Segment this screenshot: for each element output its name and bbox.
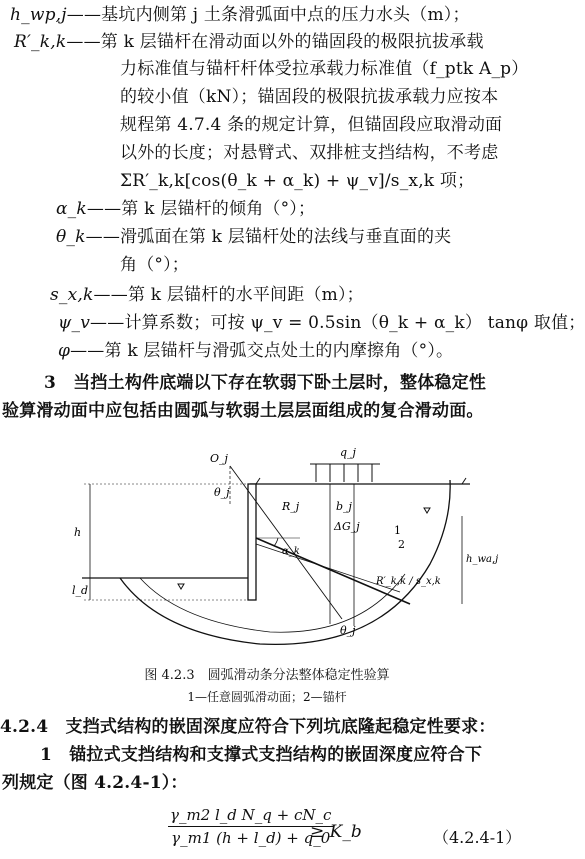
label-bj: b_j [336,500,352,513]
label-1: 1 [394,524,401,537]
label-theta-top: θ_j [214,486,230,499]
label-rj: R_j [282,500,300,513]
label-oj: O_j [210,452,228,465]
para3-line1: 3 当挡土构件底端以下存在软弱下卧土层时，整体稳定性 [44,373,487,393]
slip-circle-diagram [60,444,500,644]
equation-denominator: γ_m1 (h + l_d) + q_0 [171,829,331,847]
label-hwa: h_wa,j [466,554,499,565]
label-dg: ΔG_j [334,520,360,533]
equation-relation: ≥ K_b [310,822,362,842]
def-rk-cont1: 力标准值与锚杆杆体受拉承载力标准值（f_ptk A_p） [120,59,529,79]
def-rk-cont4: 以外的长度；对悬臂式、双排桩支挡结构，不考虑 [120,143,499,163]
def-alpha: α_k——第 k 层锚杆的倾角（°）； [56,199,316,219]
label-rk: R′_k,k / s_x,k [376,576,441,587]
label-alpha: α_k [282,546,300,557]
figure-subcaption: 1—任意圆弧滑动面；2—锚杆 [187,690,347,704]
label-h: h [74,526,82,539]
item1-line1: 1 锚拉式支挡结构和支撑式支挡结构的嵌固深度应符合下 [40,745,483,765]
def-phi: φ——第 k 层锚杆与滑弧交点处土的内摩擦角（°）。 [58,341,454,361]
def-rk-cont5: ΣR′_k,k[cos(θ_k + α_k) + ψ_v]/s_x,k 项； [120,171,475,191]
equation-number: （4.2.4-1） [433,828,522,847]
def-hwp: h_wp,j——基坑内侧第 j 土条滑弧面中点的压力水头（m）； [10,5,470,25]
label-2: 2 [398,538,405,551]
figure-caption: 图 4.2.3 圆弧滑动条分法整体稳定性验算 [144,668,390,683]
def-sx: s_x,k——第 k 层锚杆的水平间距（m）； [50,285,364,305]
section-heading: 4.2.4 支挡式结构的嵌固深度应符合下列坑底隆起稳定性要求： [0,717,496,737]
label-theta-bottom: θ_j [340,624,356,637]
equation-numerator: γ_m2 l_d N_q + cN_c [168,806,333,827]
label-ld: l_d [72,584,89,597]
def-psi: ψ_v——计算系数；可按 ψ_v = 0.5sin（θ_k + α_k） tanφ 取值； [58,313,585,333]
def-rk-cont3: 规程第 4.7.4 条的规定计算，但锚固段应取滑动面 [120,115,503,135]
para3-line2: 验算滑动面中应包括由圆弧与软弱土层层面组成的复合滑动面。 [2,401,484,421]
def-rk-cont2: 的较小值（kN）；锚固段的极限抗拔承载力应按本 [120,87,499,107]
def-theta: θ_k——滑弧面在第 k 层锚杆处的法线与垂直面的夹 [56,227,452,247]
def-rk: R′_k,k——第 k 层锚杆在滑动面以外的锚固段的极限抗拔承载 [14,32,484,52]
def-theta-cont: 角（°）； [120,255,189,275]
label-qj: q_j [340,446,356,459]
item1-line2: 列规定（图 4.2.4-1）： [2,773,188,793]
